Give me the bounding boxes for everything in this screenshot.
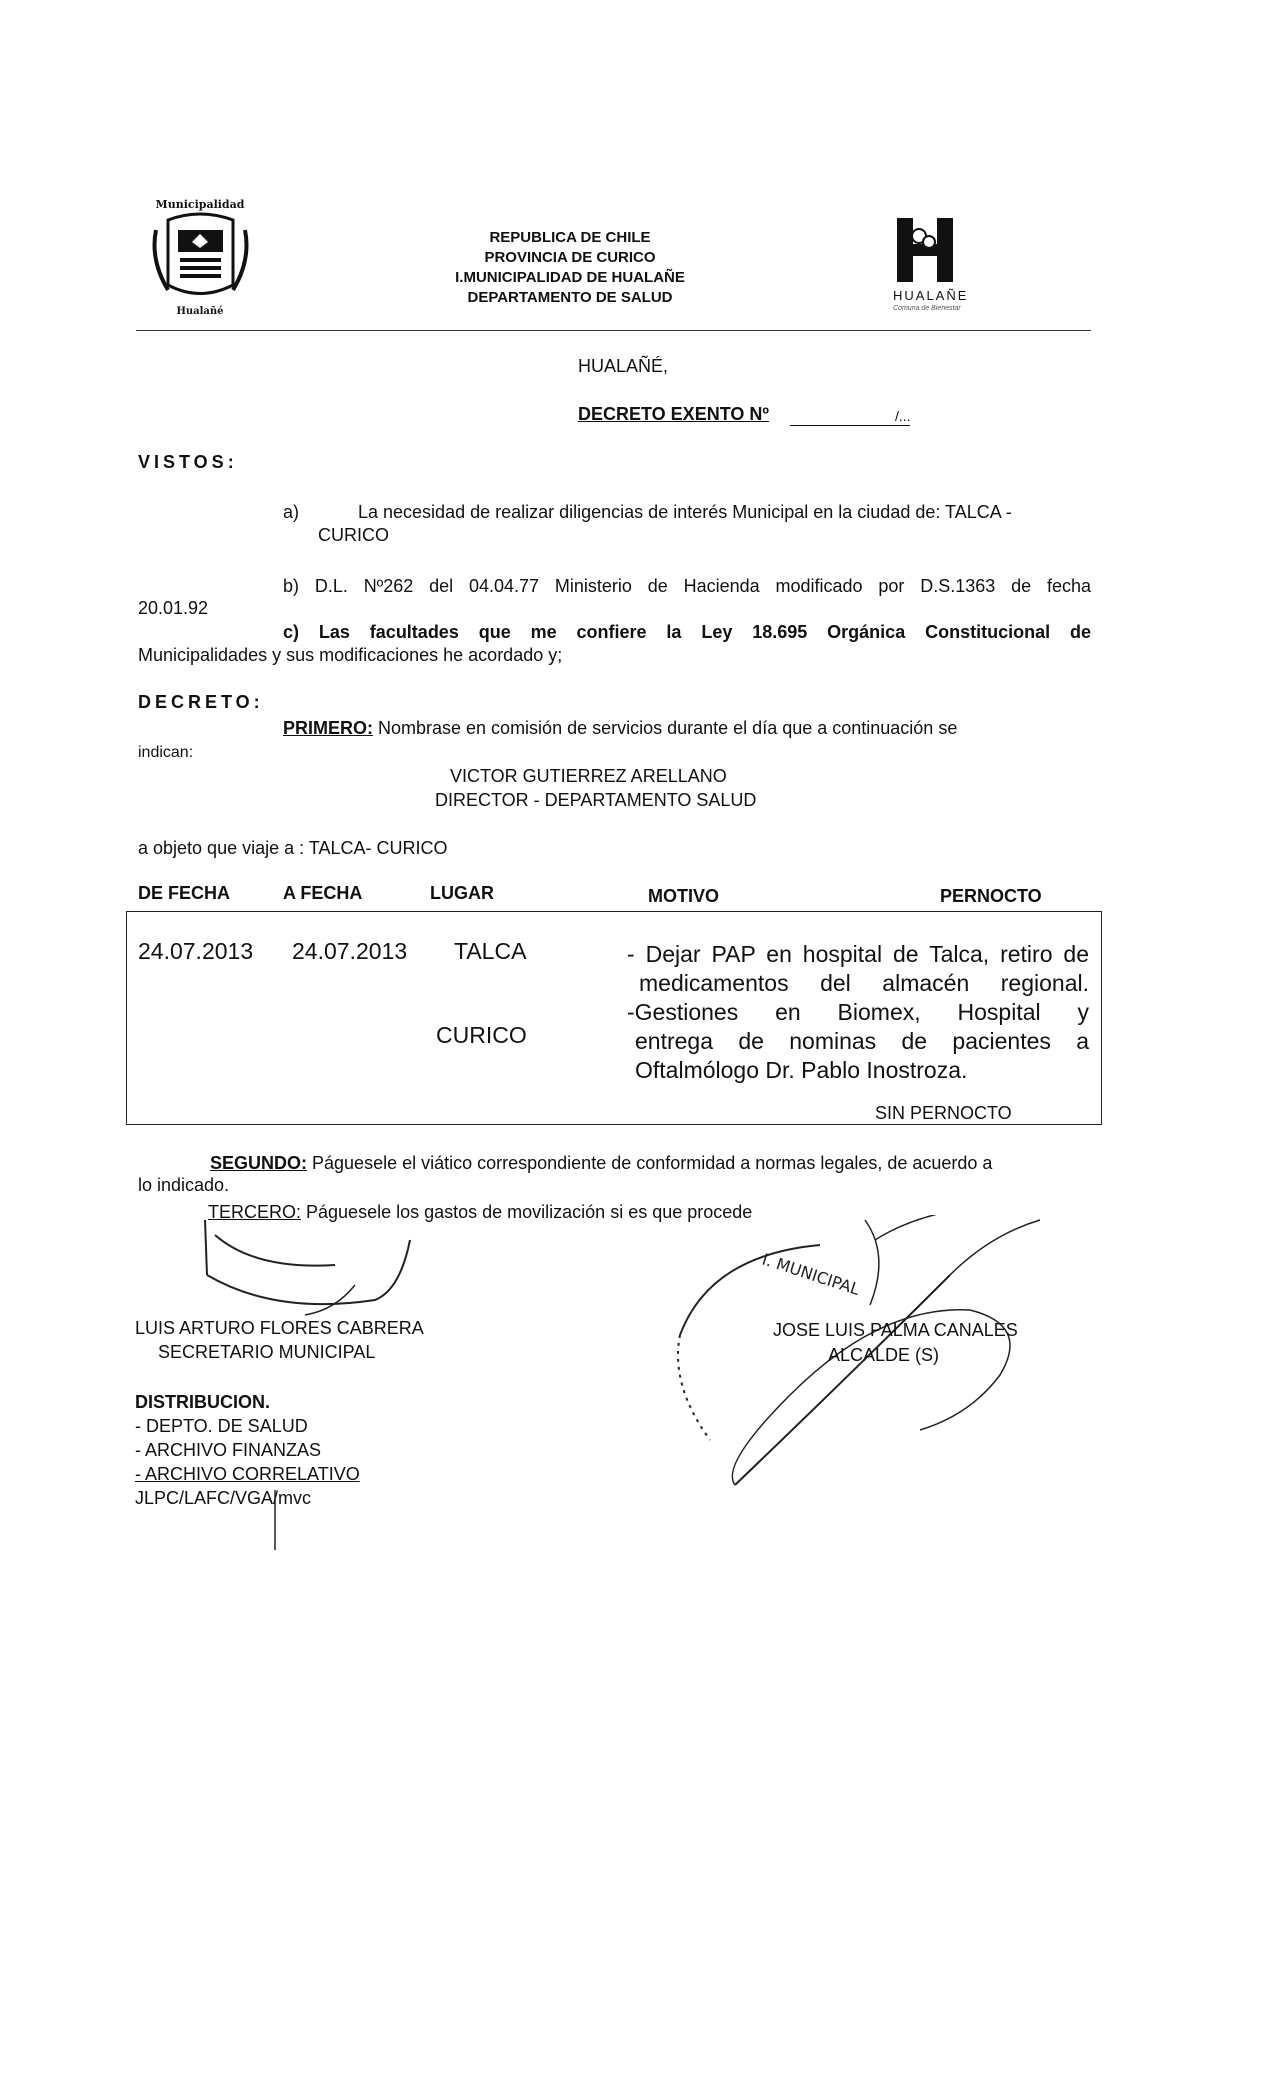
person-role: DIRECTOR - DEPARTAMENTO SALUD xyxy=(435,790,757,810)
distribucion-initials: JLPC/LAFC/VGA/mvc xyxy=(135,1488,312,1508)
secretary-name: LUIS ARTURO FLORES CABRERA xyxy=(135,1318,424,1338)
header-block xyxy=(400,228,740,308)
hualane-logo xyxy=(875,210,995,320)
vistos-a-line2: CURICO xyxy=(318,525,389,545)
segundo-text: Páguesele el viático correspondiente de conformidad a normas legales, de acuerdo a xyxy=(307,1153,993,1173)
vistos-a-line1: La necesidad de realizar diligencias de interés Municipal en la ciudad de: TALCA - xyxy=(358,502,1012,522)
svg-text:I. MUNICIPAL: I. MUNICIPAL xyxy=(759,1249,863,1299)
mayor-title: ALCALDE (S) xyxy=(828,1345,940,1365)
trip-from-date: 24.07.2013 xyxy=(138,938,254,964)
primero-label: PRIMERO: xyxy=(283,718,373,738)
segundo-line xyxy=(210,1153,1090,1174)
person-name: VICTOR GUTIERREZ ARELLANO xyxy=(450,766,727,786)
distribucion-heading: DISTRIBUCION. xyxy=(135,1392,270,1412)
segundo-line2: lo indicado. xyxy=(138,1175,230,1195)
svg-text:Hualañé: Hualañé xyxy=(176,306,224,317)
motivo-line-4: entrega de nominas de pacientes a xyxy=(635,1028,1089,1054)
motivo-line-1: - Dejar PAP en hospital de Talca, retiro de xyxy=(627,941,1089,967)
secretary-signature-scribble xyxy=(195,1215,425,1325)
municipal-crest-logo xyxy=(148,190,253,320)
vistos-b-line1: b) D.L. Nº262 del 04.04.77 Ministerio de Hacienda modificado por D.S.1363 de fecha xyxy=(283,576,1091,596)
col-header-de-fecha: DE FECHA xyxy=(138,883,231,903)
distribucion-item-2: - ARCHIVO FINANZAS xyxy=(135,1440,322,1460)
motivo-line-5: Oftalmólogo Dr. Pablo Inostroza. xyxy=(635,1057,968,1083)
header-line-1: REPUBLICA DE CHILE xyxy=(489,229,651,246)
col-header-lugar: LUGAR xyxy=(430,883,494,903)
secretary-title: SECRETARIO MUNICIPAL xyxy=(158,1342,376,1362)
vistos-heading: VISTOS: xyxy=(138,452,238,472)
distribucion-item-3: - ARCHIVO CORRELATIVO xyxy=(135,1464,360,1484)
tercero-label: TERCERO: xyxy=(208,1202,302,1222)
hualane-logo-name: HUALAÑE xyxy=(893,288,969,303)
col-header-motivo: MOTIVO xyxy=(648,886,719,906)
distribucion-item-1: - DEPTO. DE SALUD xyxy=(135,1416,308,1436)
primero-line2: indican: xyxy=(138,744,194,761)
decree-number-mark: /... xyxy=(895,408,911,424)
objeto-line: a objeto que viaje a : TALCA- CURICO xyxy=(138,838,448,858)
header-line-3: I.MUNICIPALIDAD DE HUALAÑE xyxy=(455,269,685,286)
primero-line xyxy=(283,718,1091,739)
tercero-text: Páguesele los gastos de movilización si es que procede xyxy=(301,1202,753,1222)
vistos-c-line2: Municipalidades y sus modificaciones he acordado y; xyxy=(138,645,563,665)
vistos-a-label: a) xyxy=(283,502,300,522)
header-rule xyxy=(136,330,1091,331)
header-line-4: DEPARTAMENTO DE SALUD xyxy=(467,289,673,306)
vistos-c-line1: c) Las facultades que me confiere la Ley 18.695 Orgánica Constitucional de xyxy=(283,622,1091,642)
vistos-b-line2: 20.01.92 xyxy=(138,598,209,618)
motivo-line-2: medicamentos del almacén regional. xyxy=(639,970,1089,996)
trip-pernocto: SIN PERNOCTO xyxy=(875,1103,1012,1123)
trip-place-2: CURICO xyxy=(436,1022,527,1048)
primero-text: Nombrase en comisión de servicios durante el día que a continuación se xyxy=(373,718,958,738)
trip-motivo xyxy=(627,940,1089,1085)
mayor-name: JOSE LUIS PALMA CANALES xyxy=(773,1320,1018,1340)
initials-pen-stroke xyxy=(270,1490,280,1550)
header-line-2: PROVINCIA DE CURICO xyxy=(484,249,656,266)
decree-title: DECRETO EXENTO Nº xyxy=(578,404,769,424)
decreto-heading: DECRETO: xyxy=(138,692,264,712)
trip-to-date: 24.07.2013 xyxy=(292,938,408,964)
col-header-a-fecha: A FECHA xyxy=(283,883,363,903)
hualane-logo-tagline: Comuna de Bienestar xyxy=(893,305,961,312)
col-header-pernocto: PERNOCTO xyxy=(940,886,1042,906)
decree-number-line xyxy=(790,425,910,426)
motivo-line-3: -Gestiones en Biomex, Hospital y xyxy=(627,999,1089,1025)
place-line: HUALAÑÉ, xyxy=(578,356,669,376)
trip-place-1: TALCA xyxy=(454,938,527,964)
svg-text:Municipalidad: Municipalidad xyxy=(155,198,245,211)
segundo-label: SEGUNDO: xyxy=(210,1153,308,1173)
